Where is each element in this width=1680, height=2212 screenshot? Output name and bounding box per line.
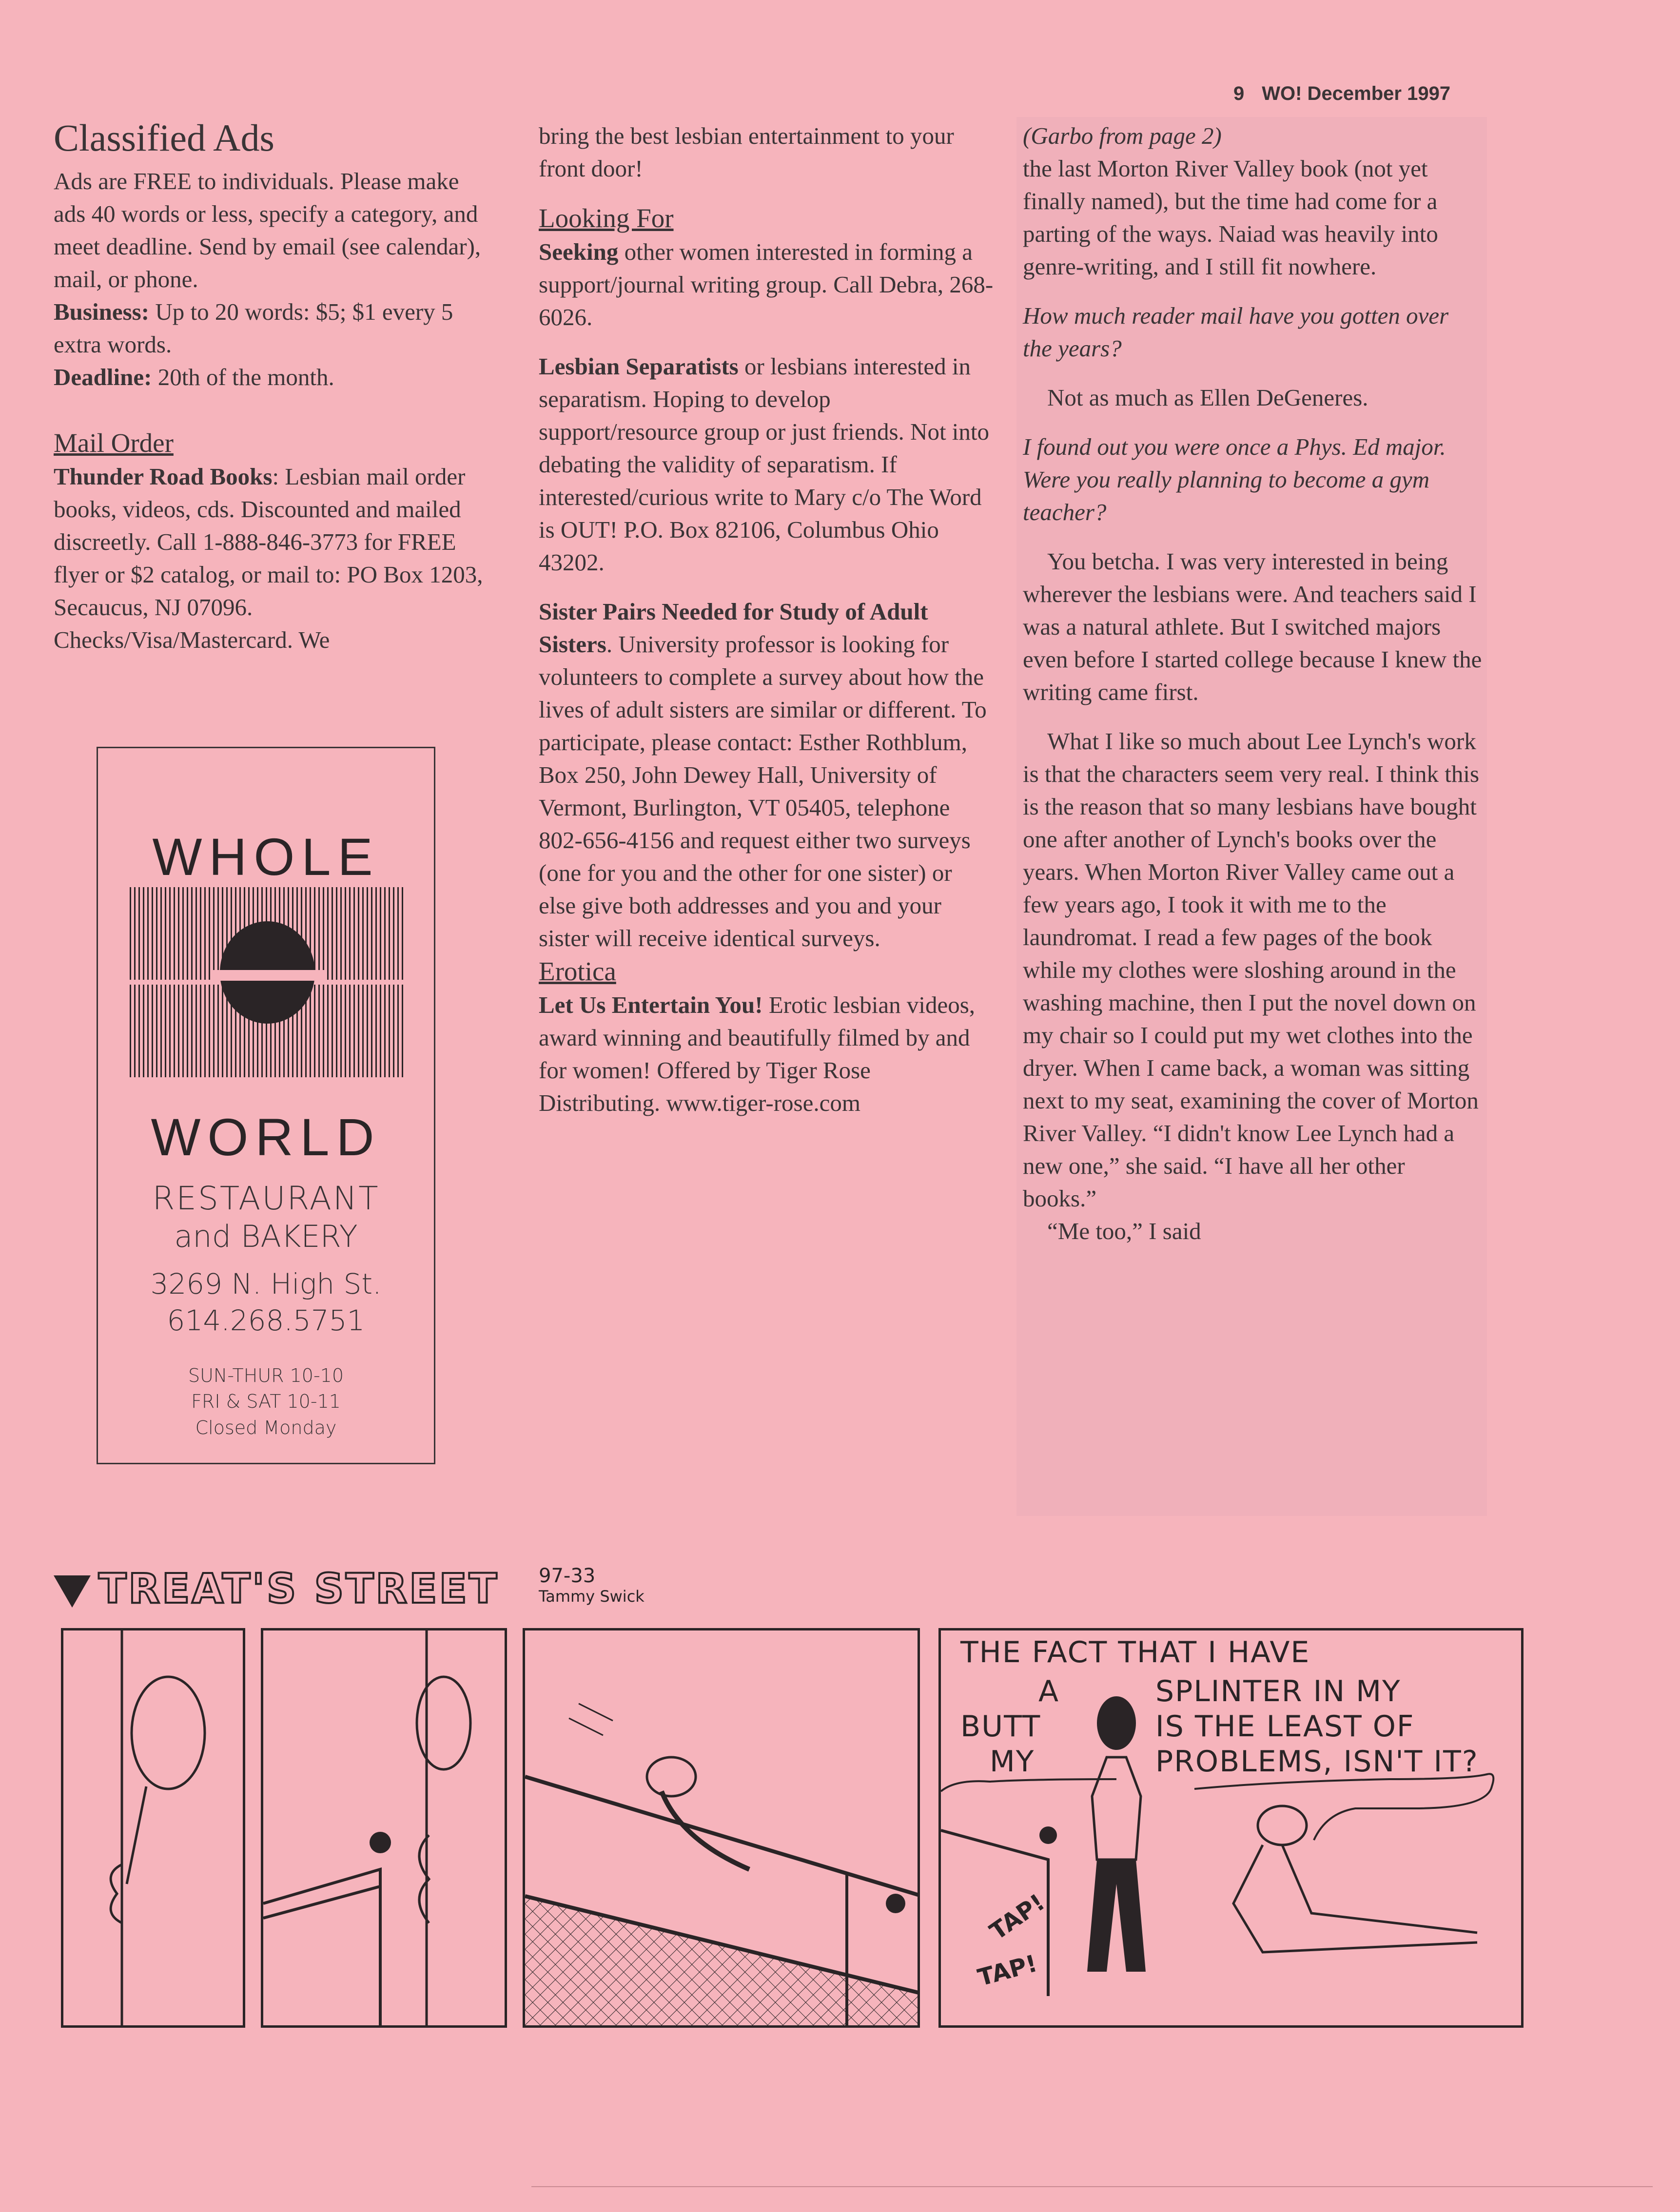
classified-column: [54, 116, 492, 656]
ad-address: 3269 N. High St.: [150, 1267, 382, 1300]
erotica-heading: Erotica: [539, 956, 616, 986]
seeking-ad: [539, 235, 995, 333]
ad-restaurant: RESTAURANT: [152, 1180, 380, 1217]
publication-date: WO! December 1997: [1262, 83, 1451, 104]
separatists-ad: [539, 350, 995, 579]
mail-order-heading: Mail Order: [54, 428, 174, 458]
interview-answer-1: Not as much as Ellen DeGeneres.: [1047, 384, 1368, 411]
deadline-text: 20th of the month.: [152, 364, 334, 390]
comic-code: 97-33: [539, 1565, 596, 1587]
sister-pairs-ad: [539, 595, 995, 954]
triangle-logo-icon: [54, 1575, 91, 1608]
sound-effect-tap-1: TAP!: [985, 1888, 1050, 1946]
ad-hours-1: SUN-THUR 10-10: [188, 1365, 344, 1386]
interview-column: [1023, 119, 1482, 1247]
entertain-ad: [539, 989, 995, 1119]
sound-effect-tap-2: TAP!: [975, 1950, 1040, 1992]
interview-question-2: I found out you were once a Phys. Ed major. Were you really planning to become a gym teacher?: [1023, 433, 1446, 525]
speech-line-3: SPLINTER IN MY: [1155, 1674, 1401, 1708]
separatists-text: or lesbians interested in separatism. Hoping to develop support/resource group or just friends. Not into debating the validity of separatism. If interested/curious write to Mary c/o The Word is OUT! P.O. Box 82106, Columbus Ohio 43202.: [539, 353, 990, 576]
looking-for-heading: Looking For: [539, 203, 674, 233]
ad-phone: 614.268.5751: [167, 1304, 365, 1337]
ad-word-world: WORLD: [151, 1107, 381, 1166]
comic-panel-4: [938, 1628, 1524, 2028]
comic-credit: [539, 1566, 645, 1607]
deadline: [54, 361, 492, 393]
separatists-label: Lesbian Separatists: [539, 353, 739, 380]
ad-bakery: and BAKERY: [174, 1219, 358, 1254]
speech-line-7: PROBLEMS, ISN'T IT?: [1155, 1745, 1479, 1779]
thunder-road-ad: [54, 460, 492, 656]
page-number: 9: [1233, 83, 1245, 104]
speech-line-5: IS THE LEAST OF: [1155, 1709, 1415, 1744]
business-label: Business:: [54, 298, 150, 325]
business-text: Up to 20 words: $5; $1 every 5 extra words.: [54, 298, 453, 358]
comic-panel-3: [523, 1628, 920, 2028]
classified-title: Classified Ads: [54, 116, 274, 159]
classified-intro: Ads are FREE to individuals. Please make ads 40 words or less, specify a category, and meet deadline. Send by email (see calendar), mail, or phone.: [54, 168, 481, 292]
speech-line-2: A: [1038, 1674, 1060, 1708]
deadline-label: Deadline:: [54, 364, 152, 390]
ad-stripes-bottom: [130, 985, 405, 1077]
classified-column-2: [539, 119, 995, 1119]
footer-rule: [531, 2186, 1653, 2187]
page-header: [1233, 83, 1487, 105]
panel-2-drawing: [263, 1630, 507, 2028]
comic-artist: Tammy Swick: [539, 1587, 645, 1606]
interview-answer-4: “Me too,” I said: [1047, 1218, 1201, 1244]
ad-hours-3: Closed Monday: [195, 1417, 337, 1438]
comic-title: [54, 1565, 499, 1612]
thunder-road-label: Thunder Road Books: [54, 463, 273, 490]
ad-hours-2: FRI & SAT 10-11: [191, 1391, 341, 1412]
business-rate: [54, 295, 492, 361]
entertain-label: Let Us Entertain You!: [539, 991, 763, 1018]
whole-world-ad: [97, 747, 435, 1464]
thunder-road-text: : Lesbian mail order books, videos, cds. Discounted and mailed discreetly. Call 1-888-846-3773 for FREE flyer or $2 catalog, or mail to: PO Box 1203, Secaucus, NJ 07096. Checks/Visa/Mastercard. We: [54, 463, 483, 653]
interview-para-1: the last Morton River Valley book (not yet finally named), but the time had come for a parting of the ways. Naiad was heavily into genre-writing, and I still fit nowhere.: [1023, 155, 1438, 280]
speech-line-6: MY: [990, 1745, 1035, 1779]
interview-answer-2: You betcha. I was very interested in being wherever the lesbians were. And teachers said I was a natural athlete. But I switched majors even before I started college because I knew the writing came first.: [1023, 548, 1482, 705]
entertain-text: Erotic lesbian videos, award winning and beautifully filmed by and for women! Offered by Tiger Rose Distributing. www.tiger-rose.com: [539, 991, 976, 1116]
comic-panel-2: [261, 1628, 507, 2028]
comic-title-text: TREAT'S STREET: [98, 1565, 499, 1612]
panel-1-drawing: [63, 1630, 245, 2028]
sister-pairs-label: Sister Pairs Needed for Study of Adult Sisters: [539, 598, 928, 658]
continued-from: (Garbo from page 2): [1023, 122, 1222, 149]
interview-question-1: How much reader mail have you gotten over the years?: [1023, 302, 1449, 362]
continuation-text: bring the best lesbian entertainment to your front door!: [539, 122, 954, 182]
seeking-label: Seeking: [539, 238, 619, 265]
interview-answer-3: What I like so much about Lee Lynch's work is that the characters seem very real. I think this is the reason that so many lesbians have bought one after another of Lynch's books over the years. When Morton River Valley came out a few years ago, I took it with me to the laundromat. I read a few pages of the book while my clothes were sloshing around in the washing machine, then I put the novel down on my chair so I could put my wet clothes into the dryer. When I came back, a woman was sitting next to my seat, examining the cover of Morton River Valley. “I didn't know Lee Lynch had a new one,” she said. “I have all her other books.”: [1023, 728, 1480, 1212]
sister-pairs-text: . University professor is looking for volunteers to complete a survey about how the lives of adult sisters are similar or different. To participate, please contact: Esther Rothblum, Box 250, John Dewey Hall, University of Vermont, Burlington, VT 05405, telephone 802-656-4156 and request either two surveys (one for you and the other for one sister) or else give both addresses and you and your sister will receive identical surveys.: [539, 631, 987, 951]
panel-3-drawing: [525, 1630, 920, 2028]
speech-line-4: BUTT: [960, 1709, 1041, 1744]
seeking-text: other women interested in forming a support/journal writing group. Call Debra, 268-6026.: [539, 238, 994, 330]
ad-word-whole: WHOLE: [152, 827, 380, 886]
speech-line-1: THE FACT THAT I HAVE: [960, 1635, 1310, 1669]
comic-panel-1: [61, 1628, 245, 2028]
